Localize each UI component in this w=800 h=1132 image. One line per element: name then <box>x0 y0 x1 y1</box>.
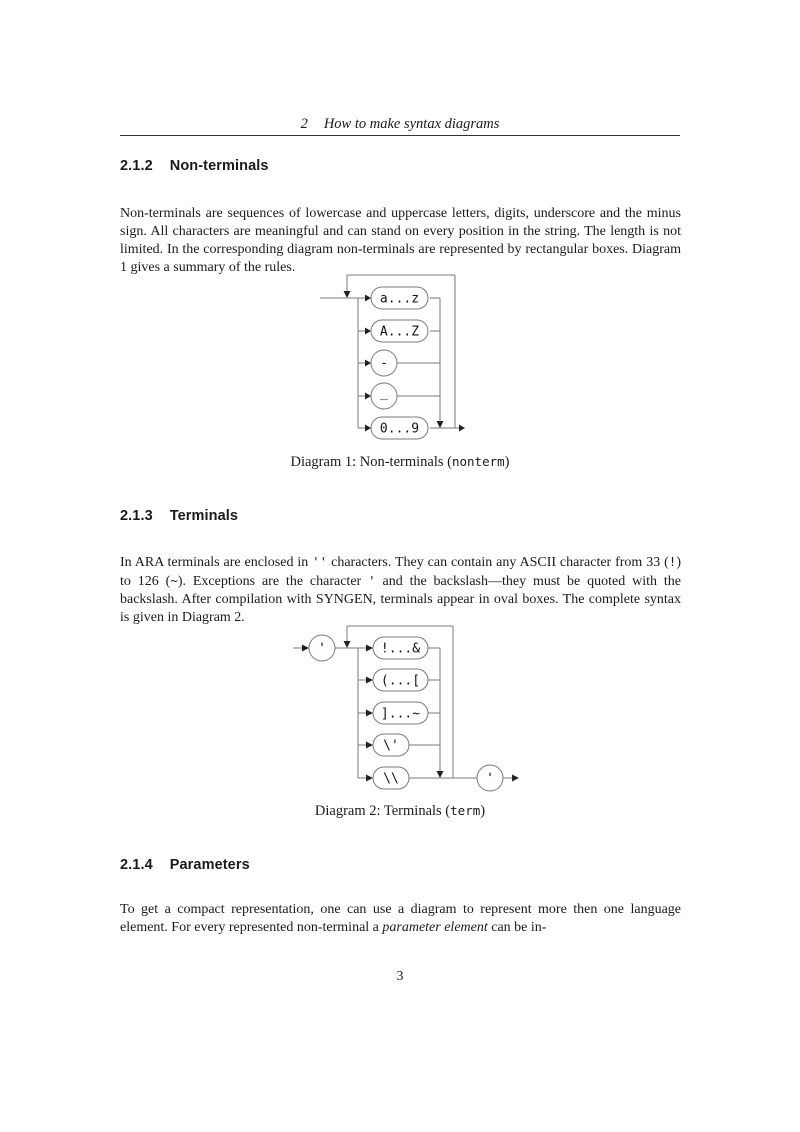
section-number: 2.1.3 <box>120 508 153 524</box>
page-number: 3 <box>396 969 404 984</box>
caption-text-end: ) <box>504 454 510 470</box>
label-minus: - <box>380 356 388 371</box>
caption-code: term <box>450 803 481 818</box>
paragraph-text: To get a compact representation, one can use a diagram to represent more then one language element. For every represented non-terminal a <box>120 902 681 936</box>
inline-code: ! <box>668 554 677 569</box>
label-close-quote: ' <box>486 771 494 787</box>
syntax-diagram-terminals <box>290 620 525 795</box>
paragraph-text: In ARA terminals are enclosed in <box>120 555 313 570</box>
syntax-diagram-nonterminals <box>313 270 473 446</box>
diagram1-arrowheads <box>344 291 466 432</box>
paragraph-text: and the backslash—they must be quoted with the backslash. After compilation with SYNGEN, terminals appear in oval boxes. The complete syntax is given in Diagram 2. <box>120 574 681 626</box>
caption-code: nonterm <box>451 454 505 469</box>
paragraph-nonterminals <box>120 205 681 277</box>
caption-text-end: ) <box>480 803 486 819</box>
paragraph-terminals <box>120 553 681 627</box>
section-title: Terminals <box>169 508 239 524</box>
header-rule <box>120 135 680 136</box>
paragraph-text: can be in- <box>487 920 547 936</box>
label-underscore: _ <box>380 386 388 401</box>
diagram2-caption <box>120 803 680 820</box>
label-uppercase-range: A...Z <box>379 324 420 340</box>
caption-text: Diagram 2: Terminals ( <box>314 803 451 819</box>
label-digit-range: 0...9 <box>379 421 420 437</box>
paragraph-parameters <box>120 901 681 937</box>
label-escaped-backslash: \\ <box>383 771 399 787</box>
label-range-bracket-tilde: ]...~ <box>380 706 421 722</box>
section-title: Non-terminals <box>169 158 269 174</box>
running-header <box>120 116 680 133</box>
inline-code: ' <box>368 573 376 589</box>
caption-text: Diagram 1: Non-terminals ( <box>290 454 452 470</box>
label-escaped-quote: \' <box>383 738 399 754</box>
section-heading-nonterminals <box>120 158 269 174</box>
label-lowercase-range: a...z <box>379 291 420 307</box>
paragraph-text: ). Exceptions are the character <box>177 574 369 590</box>
inline-code: ~ <box>170 573 178 589</box>
running-header-title: How to make syntax diagrams <box>323 116 500 132</box>
section-heading-parameters <box>120 857 250 873</box>
paragraph-text: ) to 126 ( <box>120 555 681 590</box>
emphasized-term: parameter element <box>382 920 488 936</box>
label-open-quote: ' <box>318 641 326 657</box>
label-range-paren-bracket: (...[ <box>380 673 421 689</box>
section-number: 2.1.4 <box>120 857 153 873</box>
label-range-bang-amp: !...& <box>380 641 421 657</box>
section-title: Parameters <box>169 857 250 873</box>
paragraph-text: Non-terminals are sequences of lowercase and uppercase letters, digits, underscore and the minus sign. All characters are meaningful and can stand on every position in the string. The length is not limited. In the corresponding diagram non-terminals are represented by rectangular boxes. Diagram 1 gives a summary of the rules. <box>120 206 681 276</box>
running-header-section-number: 2 <box>300 116 308 132</box>
paragraph-text: characters. They can contain any ASCII character from 33 ( <box>327 555 669 570</box>
section-number: 2.1.2 <box>120 158 153 174</box>
diagram1-caption <box>120 454 680 471</box>
inline-code: '' <box>312 554 328 569</box>
section-heading-terminals <box>120 508 238 524</box>
